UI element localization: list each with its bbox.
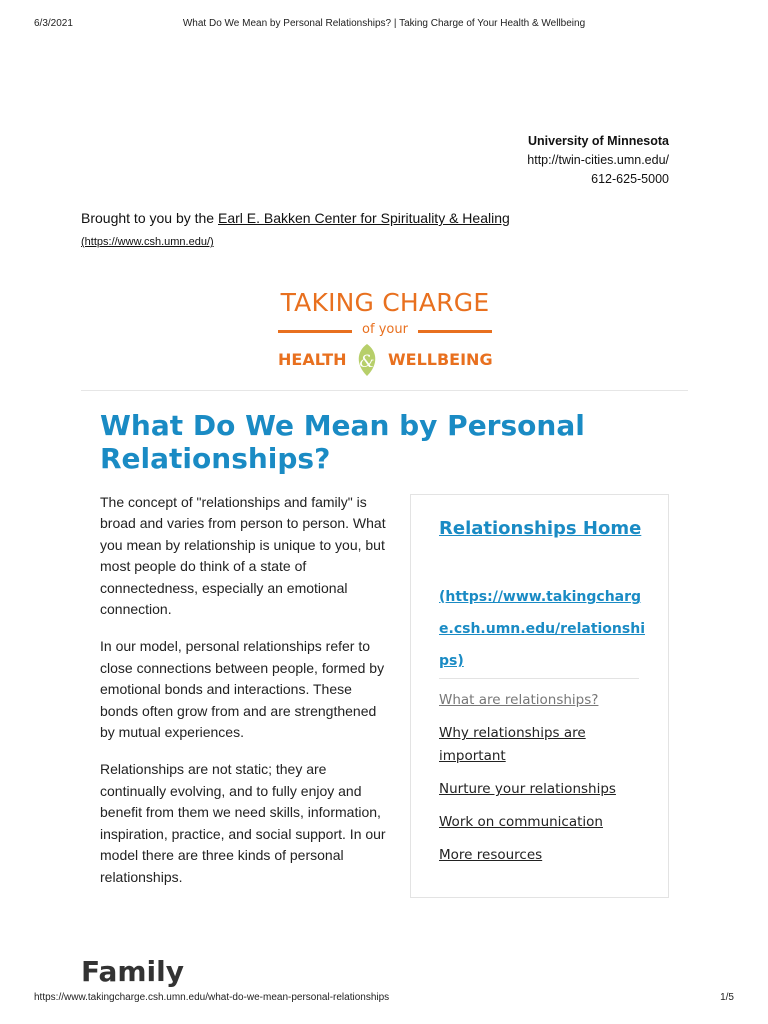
sidebar-link-communication[interactable]: Work on communication bbox=[439, 814, 603, 830]
university-contact bbox=[527, 132, 669, 189]
sidebar-link-more-resources[interactable]: More resources bbox=[439, 847, 543, 863]
print-footer bbox=[34, 992, 734, 1006]
header-divider bbox=[81, 390, 688, 391]
section-heading-family: Family bbox=[81, 955, 185, 988]
brought-prefix: Brought to you by the bbox=[81, 210, 218, 226]
body-paragraph: The concept of "relationships and family" is broad and varies from person to person. What you mean by relationship is unique to you, but most people do think of a state of connectedness, especially an emotional connection. bbox=[100, 494, 386, 618]
print-page-number: 1/5 bbox=[720, 992, 734, 1003]
sidebar-item-what-are-relationships[interactable]: What are relationships? bbox=[439, 692, 599, 708]
relationships-home-link[interactable]: Relationships Home bbox=[439, 518, 642, 539]
print-date: 6/3/2021 bbox=[34, 18, 73, 29]
body-paragraph: Relationships are not static; they are continually evolving, and to fully enjoy and benefit from them we need skills, information, inspiration, practice, and social support. In our model there are three kinds of personal relationships. bbox=[100, 761, 386, 885]
leaf-ampersand-icon bbox=[354, 342, 380, 378]
sidebar-list bbox=[439, 689, 649, 877]
relationships-home-url[interactable]: (https://www.takingcharge.csh.umn.edu/relationships) bbox=[439, 589, 645, 669]
logo-rule-left bbox=[278, 330, 352, 333]
sidebar-item-more-resources bbox=[439, 844, 649, 867]
logo-line-taking-charge: TAKING CHARGE bbox=[280, 288, 490, 317]
sidebar-nav bbox=[410, 494, 669, 898]
article-body bbox=[100, 492, 390, 904]
print-header bbox=[34, 18, 734, 32]
body-paragraph: In our model, personal relationships refer to close connections between people, formed by emotional bonds and interactions. These bonds often grow from and are strengthened by mutual experiences. bbox=[100, 638, 385, 741]
sidebar-link-nurture[interactable]: Nurture your relationships bbox=[439, 781, 616, 797]
logo-line-of-your: of your bbox=[362, 322, 408, 337]
university-name: University of Minnesota bbox=[528, 134, 669, 148]
logo-word-health: HEALTH bbox=[278, 350, 347, 369]
print-page-title: What Do We Mean by Personal Relationships? | Taking Charge of Your Health & Wellbeing bbox=[182, 18, 586, 29]
logo-word-wellbeing: WELLBEING bbox=[388, 350, 493, 369]
sidebar-link-why-important[interactable]: Why relationships are important bbox=[439, 725, 586, 764]
logo-ampersand: & bbox=[359, 352, 375, 372]
university-url[interactable]: http://twin-cities.umn.edu/ bbox=[527, 153, 669, 167]
site-logo[interactable] bbox=[272, 288, 498, 378]
sidebar-divider bbox=[439, 678, 639, 679]
bakken-center-link[interactable]: Earl E. Bakken Center for Spirituality & Healing bbox=[217, 210, 510, 226]
university-phone: 612-625-5000 bbox=[591, 172, 669, 186]
sidebar-item-nurture bbox=[439, 778, 649, 801]
sidebar-item-communication bbox=[439, 811, 649, 834]
brought-to-you-by bbox=[81, 210, 510, 226]
logo-rule-right bbox=[418, 330, 492, 333]
sidebar-item-why-important bbox=[439, 722, 649, 768]
print-footer-url: https://www.takingcharge.csh.umn.edu/what-do-we-mean-personal-relationships bbox=[34, 992, 390, 1003]
page-title: What Do We Mean by Personal Relationships? bbox=[100, 409, 585, 475]
bakken-center-url[interactable]: (https://www.csh.umn.edu/) bbox=[81, 236, 214, 248]
